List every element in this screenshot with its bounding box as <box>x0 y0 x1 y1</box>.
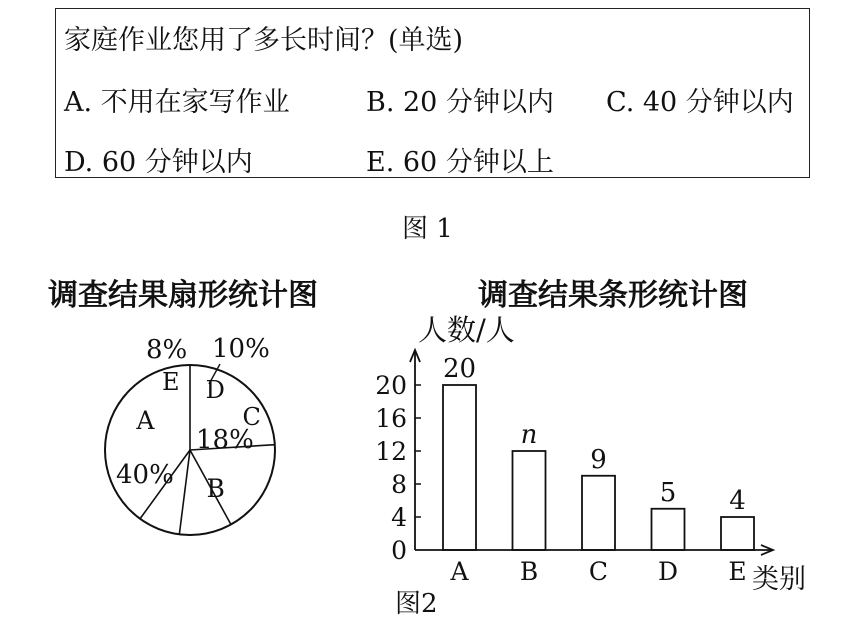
pie-chart-title: 调查结果扇形统计图 <box>48 278 318 313</box>
question-title: 家庭作业您用了多长时间？(单选) <box>64 25 464 56</box>
figure1-caption: 图 1 <box>402 214 453 244</box>
y-tick-label: 4 <box>391 503 407 532</box>
bar-c <box>582 476 615 550</box>
x-axis-label: 类别 <box>752 564 806 595</box>
y-tick-label: 0 <box>391 536 407 565</box>
bar-b <box>513 451 546 550</box>
bar-chart-title: 调查结果条形统计图 <box>478 278 748 313</box>
x-tick-label: D <box>657 557 679 586</box>
pie-percent-label-c: 18% <box>196 425 254 455</box>
pie-slice-label-c: C <box>242 402 261 431</box>
bar-data-label: 5 <box>659 477 677 508</box>
option-c: C. 40 分钟以内 <box>606 87 794 118</box>
bar-data-label: 4 <box>729 486 746 516</box>
pie-slice-label-b: B <box>206 473 225 503</box>
bar-e <box>721 517 754 550</box>
pie-slice-label-e: E <box>161 368 180 397</box>
y-tick-label: 12 <box>375 437 407 466</box>
pie-percent-label-e: 8% <box>146 335 188 365</box>
bar-data-label: 9 <box>590 444 607 475</box>
x-tick-label: A <box>450 557 469 586</box>
x-tick-label: B <box>519 557 539 586</box>
bar-d <box>652 509 685 550</box>
pie-percent-label-d: 10% <box>212 334 270 364</box>
y-tick-label: 20 <box>375 371 407 400</box>
pie-slice-label-d: D <box>205 375 225 404</box>
y-tick-label: 16 <box>375 404 407 433</box>
option-a: A. 不用在家写作业 <box>64 87 290 118</box>
pie-percent-label-a: 40% <box>116 460 174 490</box>
bar-data-label: n <box>520 420 538 450</box>
pie-slice-label-a: A <box>136 406 155 436</box>
figure2-caption: 图2 <box>395 589 438 619</box>
y-axis-label: 人数/人 <box>418 313 515 347</box>
option-d: D. 60 分钟以内 <box>64 147 253 178</box>
y-tick-label: 8 <box>391 470 407 499</box>
option-b: B. 20 分钟以内 <box>366 87 554 118</box>
bar-data-label: 20 <box>442 354 477 384</box>
x-tick-label: C <box>588 557 609 586</box>
bar-a <box>443 385 476 550</box>
x-tick-label: E <box>728 557 747 586</box>
option-e: E. 60 分钟以上 <box>366 147 554 178</box>
